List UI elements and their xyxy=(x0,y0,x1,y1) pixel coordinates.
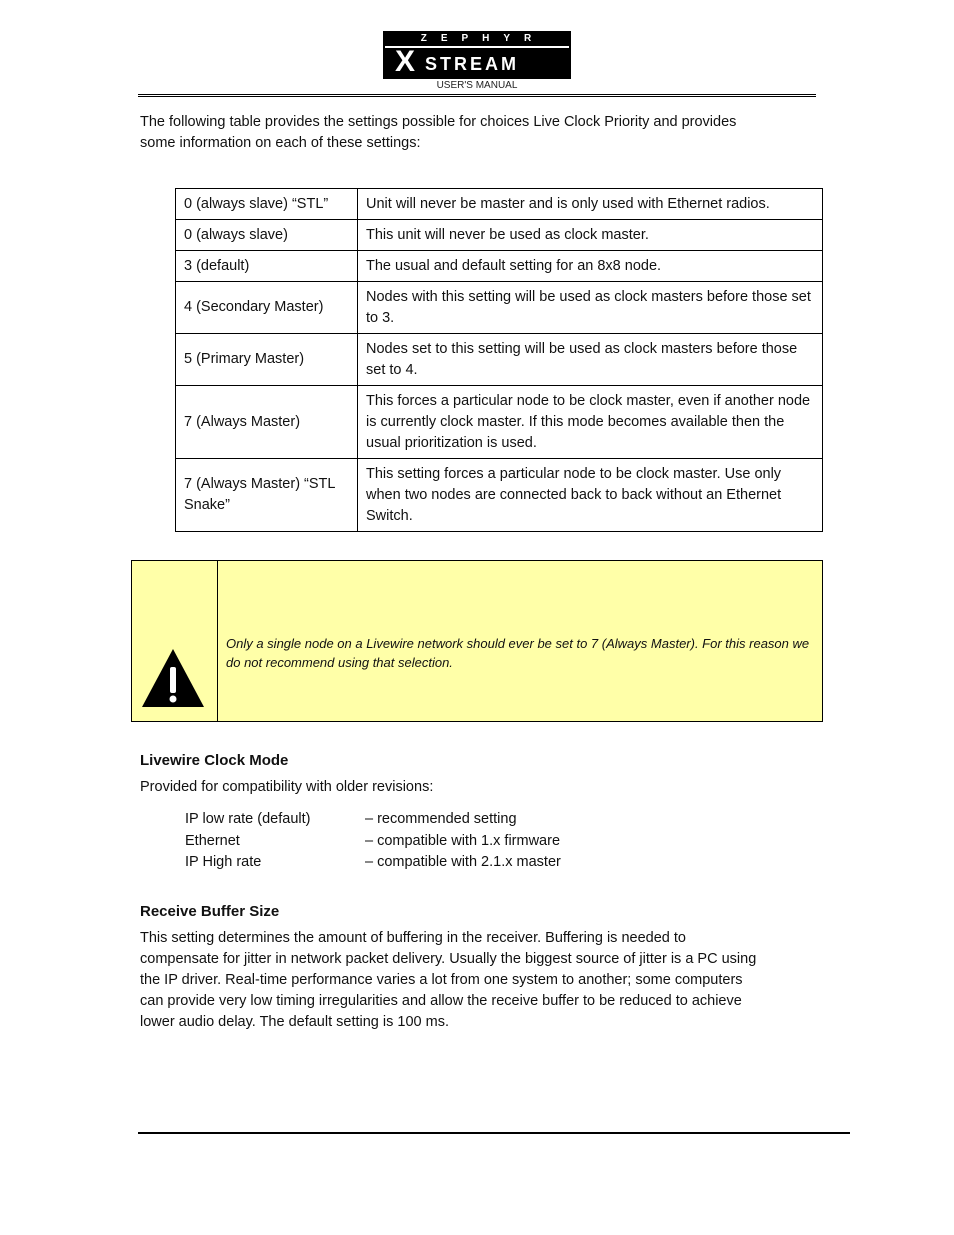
description-cell: This forces a particular node to be clock master, even if another node is currently clock master. If this mode becomes available then the usual prioritization is used. xyxy=(358,386,823,459)
paragraph-line: This setting determines the amount of buffering in the receiver. Buffering is needed to xyxy=(140,930,686,946)
description-cell: This setting forces a particular node to be clock master. Use only when two nodes are connected back to back without an Ethernet Switch. xyxy=(358,459,823,532)
setting-cell: 0 (always slave) “STL” xyxy=(176,189,358,220)
paragraph-line: lower audio delay. The default setting is 100 ms. xyxy=(140,1014,449,1030)
setting-cell: 7 (Always Master) xyxy=(176,386,358,459)
setting-cell: 4 (Secondary Master) xyxy=(176,282,358,334)
setting-cell: 5 (Primary Master) xyxy=(176,334,358,386)
intro-line-1: The following table provides the settings possible for choices Live Clock Priority and provides xyxy=(140,114,737,130)
mode-note: – compatible with 2.1.x master xyxy=(365,854,561,870)
table-row xyxy=(176,334,823,386)
list-item xyxy=(185,852,561,874)
warning-callout xyxy=(131,560,823,722)
paragraph-line: compensate for jitter in network packet delivery. Usually the biggest source of jitter is a PC using xyxy=(140,951,757,967)
intro-line-2: some information on each of these settings: xyxy=(140,135,421,151)
clock-priority-table xyxy=(175,188,823,532)
table-row xyxy=(176,189,823,220)
setting-cell: 3 (default) xyxy=(176,251,358,282)
mode-name: Ethernet xyxy=(185,832,240,849)
logo-x-mark: X xyxy=(395,45,416,78)
paragraph-line: can provide very low timing irregularities and allow the receive buffer to be reduced to achieve xyxy=(140,993,742,1009)
intro-paragraph xyxy=(140,112,736,154)
description-cell: Nodes with this setting will be used as clock masters before those set to 3. xyxy=(358,282,823,334)
mode-name: IP low rate (default) xyxy=(185,811,311,827)
description-cell: The usual and default setting for an 8x8 node. xyxy=(358,251,823,282)
zephyr-xstream-logo xyxy=(383,31,571,79)
description-cell: Nodes set to this setting will be used as clock masters before those set to 4. xyxy=(358,334,823,386)
list-item xyxy=(185,831,561,853)
manual-subtitle: USER'S MANUAL xyxy=(436,80,518,91)
description-cell: This unit will never be used as clock master. xyxy=(358,220,823,251)
table-row xyxy=(176,251,823,282)
table-row xyxy=(176,282,823,334)
clock-mode-intro: Provided for compatibility with older revisions: xyxy=(140,779,434,795)
receive-buffer-paragraph xyxy=(140,928,756,1033)
mode-name: IP High rate xyxy=(185,854,262,870)
paragraph-line: the IP driver. Real-time performance varies a lot from one system to another; some computers xyxy=(140,972,743,988)
footer-divider xyxy=(138,1132,850,1134)
table-row xyxy=(176,386,823,459)
clock-mode-heading: Livewire Clock Mode xyxy=(140,752,289,769)
receive-buffer-heading: Receive Buffer Size xyxy=(140,903,280,920)
warning-triangle-icon xyxy=(140,647,206,709)
mode-note: – recommended setting xyxy=(365,811,517,827)
list-item xyxy=(185,809,561,831)
table-row xyxy=(176,220,823,251)
header-divider xyxy=(138,94,816,97)
logo-stream-text: STREAM xyxy=(425,54,519,74)
setting-cell: 7 (Always Master) “STL Snake” xyxy=(176,459,358,532)
mode-note: – compatible with 1.x firmware xyxy=(365,832,561,849)
warning-text: Only a single node on a Livewire network should ever be set to 7 (Always Master). For this reason we do not recommend using that selection. xyxy=(226,636,810,670)
setting-cell: 0 (always slave) xyxy=(176,220,358,251)
description-cell: Unit will never be master and is only used with Ethernet radios. xyxy=(358,189,823,220)
table-row xyxy=(176,459,823,532)
clock-mode-list xyxy=(185,809,561,874)
logo-zephyr-text: ZEPHYR xyxy=(385,32,569,48)
